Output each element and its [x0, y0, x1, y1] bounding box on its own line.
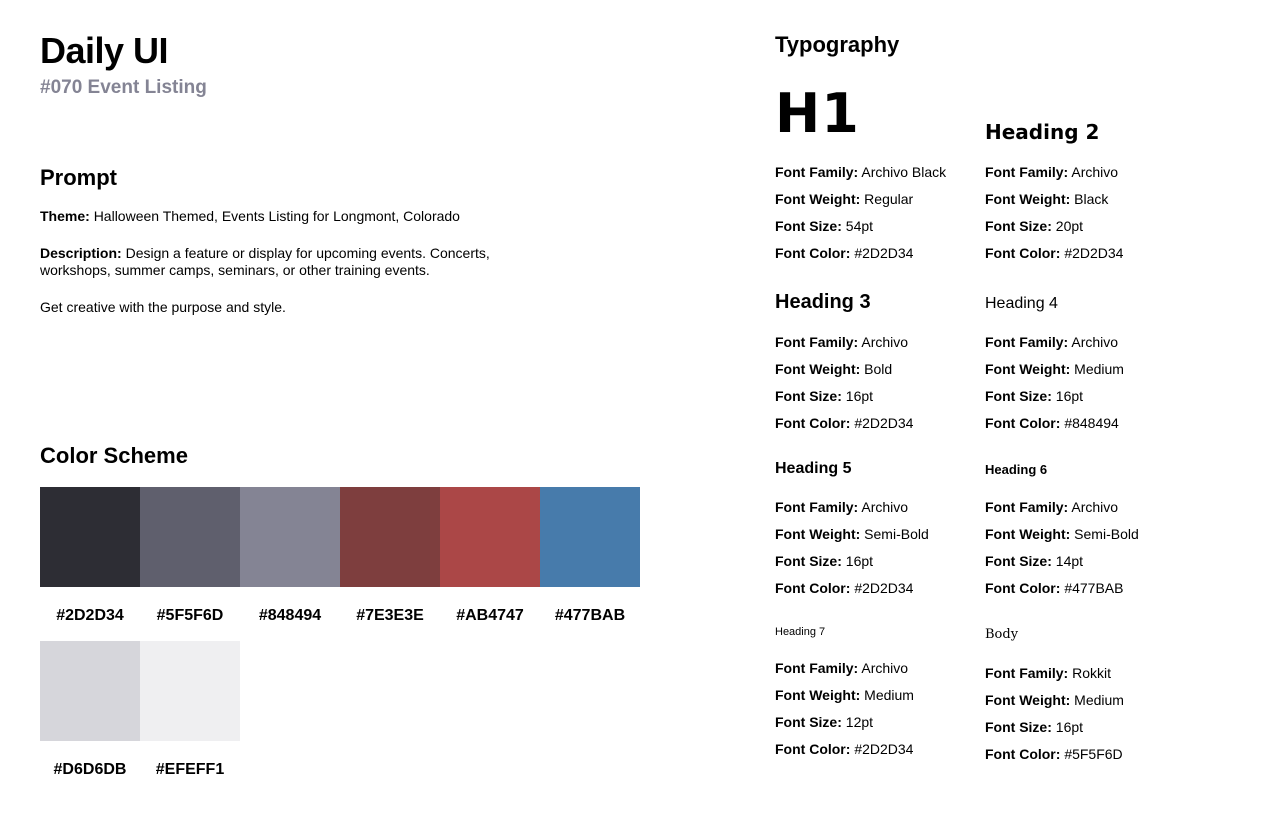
color-swatch-label: #2D2D34 [56, 607, 124, 624]
type-spec-body [985, 665, 1124, 773]
type-spec-h7 [775, 660, 914, 768]
spec-size-label: Font Size: [985, 553, 1052, 569]
type-spec-h6 [985, 499, 1139, 607]
spec-family-label: Font Family: [985, 499, 1069, 515]
spec-size-label: Font Size: [775, 714, 842, 730]
spec-size-value: 16pt [1055, 719, 1084, 735]
spec-weight-label: Font Weight: [775, 361, 861, 377]
spec-size-label: Font Size: [985, 218, 1052, 234]
page-subtitle: #070 Event Listing [40, 77, 207, 98]
type-sample-h1: H1 [775, 82, 860, 145]
spec-weight-value: Medium [1074, 361, 1124, 377]
spec-family-value: Archivo [1071, 334, 1119, 350]
prompt-body [40, 208, 510, 336]
spec-color-label: Font Color: [775, 580, 851, 596]
spec-weight-value: Regular [864, 191, 914, 207]
spec-weight-value: Semi-Bold [864, 526, 929, 542]
spec-color-value: #2D2D34 [854, 245, 914, 261]
type-sample-h2: Heading 2 [985, 120, 1100, 144]
spec-size-label: Font Size: [775, 218, 842, 234]
page-title: Daily UI [40, 30, 169, 71]
color-swatch [340, 487, 440, 587]
spec-color-label: Font Color: [985, 580, 1061, 596]
spec-size-label: Font Size: [985, 388, 1052, 404]
spec-family-label: Font Family: [775, 499, 859, 515]
color-swatch [140, 641, 240, 741]
spec-weight-value: Black [1074, 191, 1109, 207]
spec-size-value: 16pt [845, 388, 874, 404]
color-swatch-label: #7E3E3E [356, 607, 424, 624]
spec-color-value: #2D2D34 [854, 580, 914, 596]
prompt-description-value: Design a feature or display for upcoming events. Concerts, workshops, summer camps, seminars, or other training events. [40, 245, 490, 278]
spec-size-value: 54pt [845, 218, 874, 234]
prompt-theme-value: Halloween Themed, Events Listing for Longmont, Colorado [93, 208, 460, 224]
color-scheme-heading: Color Scheme [40, 443, 188, 468]
prompt-theme-label: Theme: [40, 208, 90, 224]
spec-weight-label: Font Weight: [985, 692, 1071, 708]
color-swatch [40, 487, 140, 587]
typography-heading: Typography [775, 32, 900, 57]
spec-family-value: Archivo [861, 660, 909, 676]
spec-color-value: #2D2D34 [1064, 245, 1124, 261]
type-sample-h3: Heading 3 [775, 291, 871, 313]
spec-color-label: Font Color: [775, 415, 851, 431]
spec-family-value: Archivo [861, 334, 909, 350]
spec-weight-value: Medium [1074, 692, 1124, 708]
spec-weight-label: Font Weight: [775, 191, 861, 207]
spec-size-value: 14pt [1055, 553, 1084, 569]
prompt-closing: Get creative with the purpose and style. [40, 299, 286, 315]
type-sample-h4: Heading 4 [985, 295, 1058, 312]
spec-family-label: Font Family: [985, 164, 1069, 180]
color-swatch [440, 487, 540, 587]
spec-color-value: #848494 [1064, 415, 1119, 431]
color-swatch-label: #EFEFF1 [155, 761, 225, 778]
spec-family-label: Font Family: [775, 164, 859, 180]
spec-weight-label: Font Weight: [775, 687, 861, 703]
spec-weight-value: Medium [864, 687, 914, 703]
prompt-description-label: Description: [40, 245, 122, 261]
spec-color-label: Font Color: [775, 741, 851, 757]
spec-color-value: #2D2D34 [854, 415, 914, 431]
spec-weight-label: Font Weight: [985, 191, 1071, 207]
color-swatch [240, 487, 340, 587]
spec-weight-label: Font Weight: [985, 526, 1071, 542]
spec-weight-label: Font Weight: [775, 526, 861, 542]
type-spec-h1 [775, 164, 946, 272]
spec-size-label: Font Size: [775, 553, 842, 569]
spec-size-value: 12pt [845, 714, 874, 730]
spec-family-label: Font Family: [775, 334, 859, 350]
spec-color-label: Font Color: [985, 746, 1061, 762]
spec-color-value: #477BAB [1064, 580, 1124, 596]
prompt-theme [40, 208, 510, 225]
type-sample-body: Body [985, 627, 1019, 642]
type-spec-h4 [985, 334, 1124, 442]
spec-size-value: 16pt [1055, 388, 1084, 404]
color-swatch-label: #848494 [258, 607, 322, 624]
spec-color-label: Font Color: [775, 245, 851, 261]
spec-family-label: Font Family: [775, 660, 859, 676]
type-sample-h7: Heading 7 [775, 626, 826, 638]
type-spec-h5 [775, 499, 929, 607]
spec-family-value: Archivo [1071, 164, 1119, 180]
spec-family-value: Archivo [861, 499, 909, 515]
spec-family-label: Font Family: [985, 665, 1069, 681]
prompt-heading: Prompt [40, 165, 117, 190]
spec-weight-label: Font Weight: [985, 361, 1071, 377]
color-swatch [40, 641, 140, 741]
spec-color-label: Font Color: [985, 415, 1061, 431]
type-spec-h2 [985, 164, 1123, 272]
spec-size-value: 16pt [845, 553, 874, 569]
prompt-description [40, 245, 510, 279]
type-spec-h3 [775, 334, 913, 442]
spec-size-label: Font Size: [985, 719, 1052, 735]
color-swatch-label: #D6D6DB [53, 761, 127, 778]
type-sample-h5: Heading 5 [775, 460, 852, 477]
color-swatch [140, 487, 240, 587]
spec-color-value: #2D2D34 [854, 741, 914, 757]
color-swatch-label: #477BAB [554, 607, 626, 624]
spec-weight-value: Bold [864, 361, 893, 377]
spec-family-label: Font Family: [985, 334, 1069, 350]
color-swatch-label: #AB4747 [456, 607, 524, 624]
spec-weight-value: Semi-Bold [1074, 526, 1139, 542]
spec-color-label: Font Color: [985, 245, 1061, 261]
spec-family-value: Rokkit [1072, 665, 1112, 681]
spec-family-value: Archivo [1071, 499, 1119, 515]
spec-family-value: Archivo Black [861, 164, 947, 180]
type-sample-h6: Heading 6 [985, 462, 1048, 477]
color-swatch-label: #5F5F6D [156, 607, 224, 624]
spec-size-value: 20pt [1055, 218, 1084, 234]
color-swatch [540, 487, 640, 587]
spec-size-label: Font Size: [775, 388, 842, 404]
spec-color-value: #5F5F6D [1064, 746, 1123, 762]
